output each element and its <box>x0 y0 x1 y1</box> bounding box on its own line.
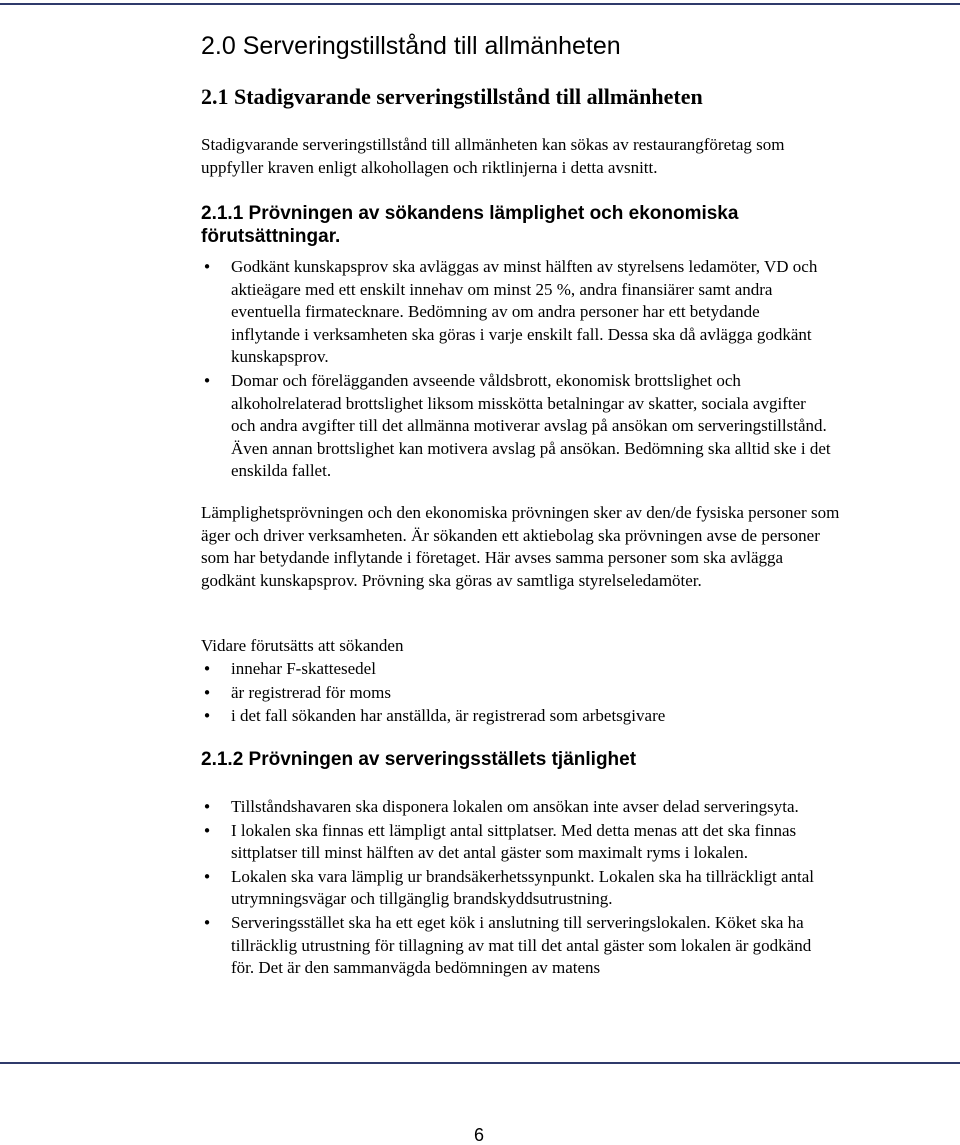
list-item <box>201 658 831 681</box>
list-item <box>201 796 831 819</box>
list-item <box>201 370 831 483</box>
list-item-text: Tillståndshavaren ska disponera lokalen om ansökan inte avser delad serveringsyta. <box>231 797 799 816</box>
requirements-intro: Vidare förutsätts att sökanden <box>201 636 404 655</box>
list-item-text: Serveringsstället ska ha ett eget kök i anslutning till serveringslokalen. Köket ska ha tillräcklig utrustning för tillagning av mat till det antal gäster som lokalen är godkänd för. Det är den sammanvägda bedömningen av matens <box>231 912 812 978</box>
premises-bullet-list <box>201 796 831 980</box>
list-item-text: är registrerad för moms <box>231 682 392 702</box>
list-item <box>201 705 831 728</box>
bullet-icon: • <box>202 683 212 702</box>
suitability-bullet-list <box>201 256 831 483</box>
section-2-1-intro: Stadigvarande serveringstillstånd till allmänheten kan sökas av restaurangföretag som uppfyller kraven enligt alkohollagen och riktlinjerna i detta avsnitt. <box>201 135 785 177</box>
footer-rule <box>0 1062 960 1064</box>
section-heading-2-1-2: 2.1.2 Prövningen av serveringsställets tjänlighet <box>201 749 637 770</box>
suitability-paragraph: Lämplighetsprövningen och den ekonomiska prövningen sker av den/de fysiska personer som äger och driver verksamheten. Är sökanden ett aktiebolag ska prövningen avse de personer som har betydande inflytande i företaget. Här avses samma personer som ska avlägga godkänt kunskapsprov. Prövning ska göras av samtliga styrelseledamöter. <box>201 503 840 590</box>
requirements-list <box>201 658 831 728</box>
page-number: 6 <box>474 1125 485 1145</box>
list-item <box>201 820 831 865</box>
list-item-text: Godkänt kunskapsprov ska avläggas av minst hälften av styrelsens ledamöter, VD och aktieägare med ett enskilt innehav om minst 25 %, andra finansiärer samt andra eventuella firmatecknare. Bedömning av om andra personer har ett betydande inflytande i verksamheten ska göras i varje enskilt fall. Dessa ska då avlägga godkänt kunskapsprov. <box>231 257 818 367</box>
section-heading-2-1: 2.1 Stadigvarande serveringstillstånd till allmänheten <box>201 84 703 109</box>
bullet-icon: • <box>202 707 212 726</box>
list-item <box>201 682 831 705</box>
bullet-icon: • <box>202 913 212 932</box>
bullet-icon: • <box>202 660 212 678</box>
bullet-icon: • <box>202 867 212 886</box>
list-item-text: Lokalen ska vara lämplig ur brandsäkerhetssynpunkt. Lokalen ska ha tillräckligt antal utrymningsvägar och tillgänglig brandskyddsutrustning. <box>231 866 815 909</box>
list-item <box>201 866 831 911</box>
bullet-icon: • <box>202 798 212 816</box>
list-item <box>201 256 831 369</box>
chapter-heading: 2.0 Serveringstillstånd till allmänheten <box>201 32 621 60</box>
list-item-text: innehar F-skattesedel <box>231 659 376 678</box>
section-heading-2-1-1: 2.1.1 Prövningen av sökandens lämplighet och ekonomiska förutsättningar. <box>201 203 739 247</box>
list-item <box>201 912 831 980</box>
bullet-icon: • <box>202 371 212 390</box>
header-rule <box>0 3 960 5</box>
list-item-text: i det fall sökanden har anställda, är registrerad som arbetsgivare <box>231 706 666 726</box>
list-item-text: I lokalen ska finnas ett lämpligt antal sittplatser. Med detta menas att det ska finnas sittplatser till minst hälften av det antal gäster som maximalt ryms i lokalen. <box>231 820 797 863</box>
list-item-text: Domar och förelägganden avseende våldsbrott, ekonomisk brottslighet och alkoholrelaterad brottslighet liksom misskötta betalningar av skatter, sociala avgifter och andra avgifter till det allmänna motiverar avslag på ansökan om serveringstillstånd. Även annan brottslighet kan motivera avslag på ansökan. Bedömning ska alltid ske i det enskilda fallet. <box>231 370 831 481</box>
bullet-icon: • <box>202 821 212 840</box>
bullet-icon: • <box>202 258 212 276</box>
